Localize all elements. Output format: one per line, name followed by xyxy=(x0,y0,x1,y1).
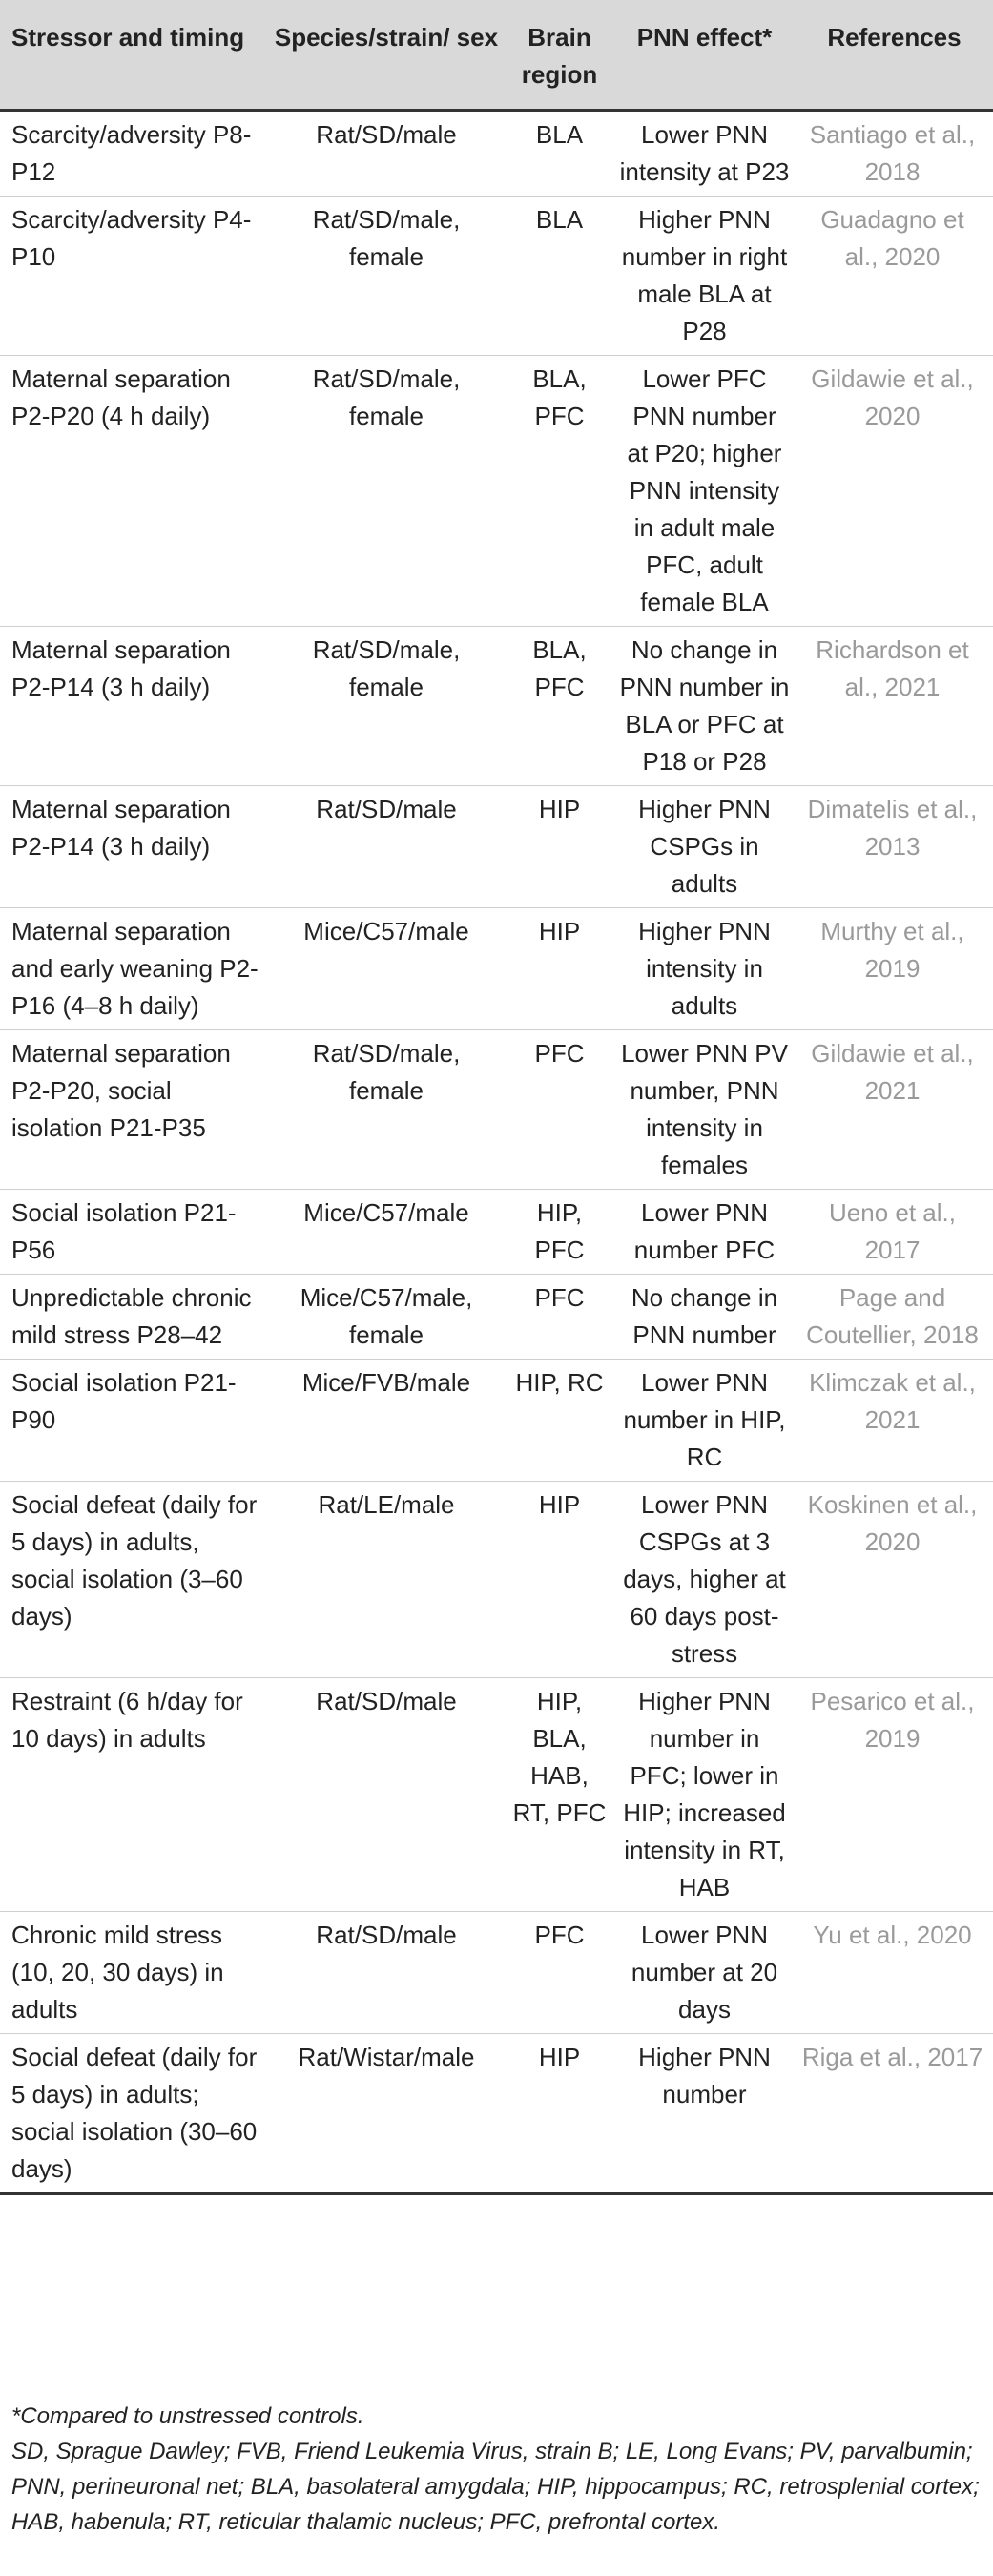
cell-effect: Higher PNN intensity in adults xyxy=(613,908,796,1030)
cell-species: Rat/SD/male xyxy=(267,111,506,197)
cell-reference[interactable]: Guadagno et al., 2020 xyxy=(796,197,993,356)
cell-effect: Higher PNN number in PFC; lower in HIP; increased intensity in RT, HAB xyxy=(613,1678,796,1912)
table-row xyxy=(0,627,993,786)
table-row xyxy=(0,1030,993,1190)
cell-effect: Higher PNN CSPGs in adults xyxy=(613,786,796,908)
cell-effect: Lower PNN number PFC xyxy=(613,1190,796,1275)
cell-stressor: Unpredictable chronic mild stress P28–42 xyxy=(0,1275,267,1360)
cell-stressor: Social defeat (daily for 5 days) in adults, social isolation (3–60 days) xyxy=(0,1482,267,1678)
cell-species: Rat/Wistar/male xyxy=(267,2034,506,2194)
table-row xyxy=(0,197,993,356)
cell-region: PFC xyxy=(506,1912,613,2034)
cell-region: PFC xyxy=(506,1030,613,1190)
header-row xyxy=(0,0,993,111)
cell-region: HIP, PFC xyxy=(506,1190,613,1275)
cell-effect: Lower PNN number in HIP, RC xyxy=(613,1360,796,1482)
cell-reference[interactable]: Gildawie et al., 2020 xyxy=(796,356,993,627)
cell-effect: Lower PNN CSPGs at 3 days, higher at 60 days post-stress xyxy=(613,1482,796,1678)
cell-region: BLA xyxy=(506,197,613,356)
cell-effect: No change in PNN number in BLA or PFC at P18 or P28 xyxy=(613,627,796,786)
cell-reference[interactable]: Gildawie et al., 2021 xyxy=(796,1030,993,1190)
cell-reference[interactable]: Dimatelis et al., 2013 xyxy=(796,786,993,908)
cell-reference[interactable]: Koskinen et al., 2020 xyxy=(796,1482,993,1678)
table-row xyxy=(0,356,993,627)
cell-species: Mice/FVB/male xyxy=(267,1360,506,1482)
footnote-abbreviations: SD, Sprague Dawley; FVB, Friend Leukemia Virus, strain B; LE, Long Evans; PV, parvalbumin; PNN, perineuronal net; BLA, basolateral amygdala; HIP, hippocampus; RC, retrosplenial cortex; HAB, habenula; RT, reticular thalamic nucleus; PFC, prefrontal cortex. xyxy=(11,2439,980,2535)
table-row xyxy=(0,786,993,908)
table-row xyxy=(0,1360,993,1482)
cell-region: HIP xyxy=(506,786,613,908)
cell-effect: Lower PNN PV number, PNN intensity in females xyxy=(613,1030,796,1190)
cell-stressor: Restraint (6 h/day for 10 days) in adults xyxy=(0,1678,267,1912)
cell-reference[interactable]: Santiago et al., 2018 xyxy=(796,111,993,197)
cell-effect: Lower PNN number at 20 days xyxy=(613,1912,796,2034)
cell-region: HIP, RC xyxy=(506,1360,613,1482)
cell-reference[interactable]: Klimczak et al., 2021 xyxy=(796,1360,993,1482)
cell-reference[interactable]: Yu et al., 2020 xyxy=(796,1912,993,2034)
cell-stressor: Maternal separation P2-P20, social isolation P21-P35 xyxy=(0,1030,267,1190)
cell-region: BLA, PFC xyxy=(506,627,613,786)
table-body xyxy=(0,111,993,2194)
table-row xyxy=(0,1912,993,2034)
cell-reference[interactable]: Murthy et al., 2019 xyxy=(796,908,993,1030)
cell-region: PFC xyxy=(506,1275,613,1360)
table-row xyxy=(0,1482,993,1678)
cell-effect: Higher PNN number in right male BLA at P28 xyxy=(613,197,796,356)
table-row xyxy=(0,908,993,1030)
table-row xyxy=(0,1678,993,1912)
cell-species: Mice/C57/male xyxy=(267,908,506,1030)
cell-stressor: Maternal separation P2-P20 (4 h daily) xyxy=(0,356,267,627)
header-species: Species/strain/ sex xyxy=(267,0,506,111)
cell-effect: Lower PFC PNN number at P20; higher PNN intensity in adult male PFC, adult female BLA xyxy=(613,356,796,627)
table-row xyxy=(0,1275,993,1360)
cell-reference[interactable]: Pesarico et al., 2019 xyxy=(796,1678,993,1912)
cell-effect: Lower PNN intensity at P23 xyxy=(613,111,796,197)
cell-effect: No change in PNN number xyxy=(613,1275,796,1360)
cell-region: HIP xyxy=(506,2034,613,2194)
cell-species: Rat/SD/male, female xyxy=(267,1030,506,1190)
cell-species: Rat/SD/male xyxy=(267,1678,506,1912)
cell-species: Mice/C57/male xyxy=(267,1190,506,1275)
cell-species: Rat/SD/male xyxy=(267,786,506,908)
header-effect: PNN effect* xyxy=(613,0,796,111)
cell-stressor: Scarcity/adversity P4-P10 xyxy=(0,197,267,356)
cell-reference[interactable]: Ueno et al., 2017 xyxy=(796,1190,993,1275)
cell-reference[interactable]: Richardson et al., 2021 xyxy=(796,627,993,786)
table-footnotes xyxy=(0,2399,984,2540)
table-row xyxy=(0,1190,993,1275)
cell-effect: Higher PNN number xyxy=(613,2034,796,2194)
cell-reference[interactable]: Riga et al., 2017 xyxy=(796,2034,993,2194)
header-region: Brain region xyxy=(506,0,613,111)
cell-species: Rat/SD/male, female xyxy=(267,627,506,786)
cell-stressor: Maternal separation P2-P14 (3 h daily) xyxy=(0,786,267,908)
cell-species: Rat/LE/male xyxy=(267,1482,506,1678)
cell-species: Mice/C57/male, female xyxy=(267,1275,506,1360)
header-stressor: Stressor and timing xyxy=(0,0,267,111)
cell-stressor: Social defeat (daily for 5 days) in adults; social isolation (30–60 days) xyxy=(0,2034,267,2194)
cell-stressor: Maternal separation and early weaning P2-P16 (4–8 h daily) xyxy=(0,908,267,1030)
cell-stressor: Scarcity/adversity P8-P12 xyxy=(0,111,267,197)
cell-region: HIP xyxy=(506,1482,613,1678)
table-row xyxy=(0,2034,993,2194)
cell-stressor: Social isolation P21-P90 xyxy=(0,1360,267,1482)
header-references: References xyxy=(796,0,993,111)
cell-region: BLA, PFC xyxy=(506,356,613,627)
footnote-comparison: *Compared to unstressed controls. xyxy=(11,2403,364,2429)
cell-species: Rat/SD/male, female xyxy=(267,356,506,627)
cell-region: HIP xyxy=(506,908,613,1030)
cell-stressor: Chronic mild stress (10, 20, 30 days) in adults xyxy=(0,1912,267,2034)
cell-species: Rat/SD/male, female xyxy=(267,197,506,356)
cell-stressor: Social isolation P21-P56 xyxy=(0,1190,267,1275)
cell-region: HIP, BLA, HAB, RT, PFC xyxy=(506,1678,613,1912)
cell-species: Rat/SD/male xyxy=(267,1912,506,2034)
table-row xyxy=(0,111,993,197)
cell-stressor: Maternal separation P2-P14 (3 h daily) xyxy=(0,627,267,786)
cell-region: BLA xyxy=(506,111,613,197)
cell-reference[interactable]: Page and Coutellier, 2018 xyxy=(796,1275,993,1360)
